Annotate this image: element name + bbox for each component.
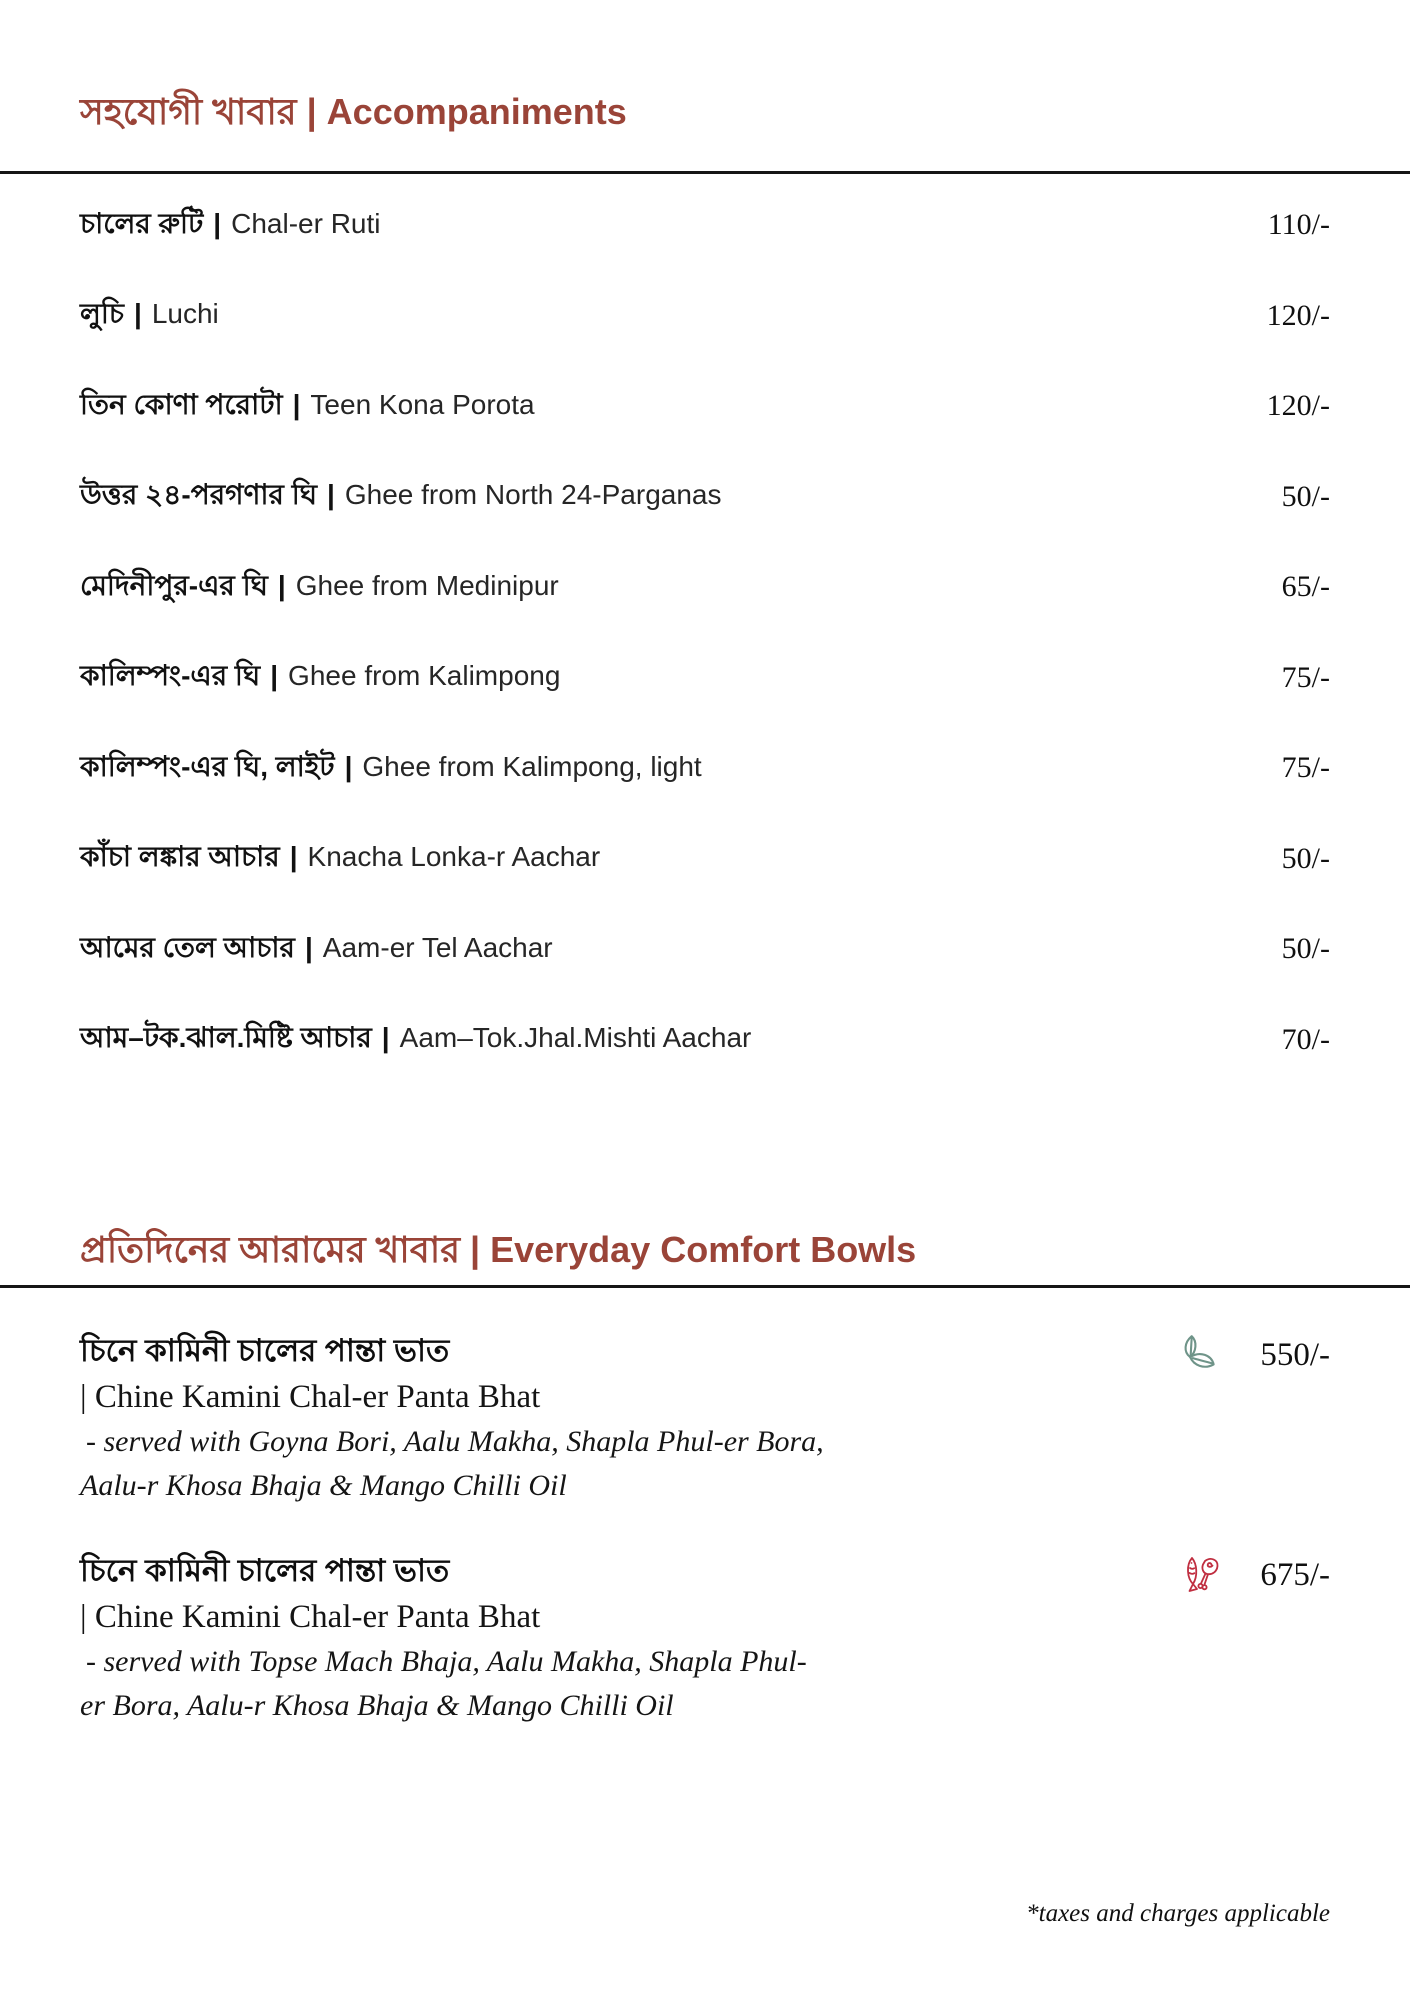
- item-price: 550/-: [1260, 1336, 1330, 1373]
- item-name-bengali: উত্তর ২৪-পরগণার ঘি: [80, 479, 318, 511]
- divider-rule: [0, 171, 1410, 174]
- item-price: 675/-: [1260, 1556, 1330, 1593]
- bowl-description-line: er Bora, Aalu-r Khosa Bhaja & Mango Chilli Oil: [80, 1689, 674, 1722]
- price-cluster: [1176, 1332, 1330, 1378]
- item-price: 75/-: [1281, 660, 1330, 694]
- item-name-english: Luchi: [151, 298, 219, 330]
- name-separator: |: [213, 207, 222, 239]
- item-name-bengali: তিন কোণা পরোটা: [80, 388, 283, 420]
- item-price: 75/-: [1281, 751, 1330, 785]
- menu-item-row: [80, 904, 1330, 995]
- bowl-description-line: Aalu-r Khosa Bhaja & Mango Chilli Oil: [80, 1469, 567, 1502]
- item-name-english: Ghee from Kalimpong: [288, 660, 561, 692]
- name-separator: |: [277, 569, 286, 601]
- price-cluster: [1176, 1552, 1330, 1598]
- item-price: 65/-: [1281, 570, 1330, 604]
- name-separator: |: [133, 298, 142, 330]
- name-separator: |: [270, 660, 279, 692]
- item-name-english: Aam-er Tel Aachar: [322, 931, 553, 963]
- bowl-name-bengali: চিনে কামিনী চালের পান্তা ভাত: [80, 1553, 450, 1588]
- bowl-item-veg: [80, 1328, 1330, 1508]
- item-price: 50/-: [1281, 841, 1330, 875]
- comfort-bowls-list: [80, 1328, 1330, 1768]
- menu-item-row: [80, 633, 1330, 724]
- item-name-english: Chal-er Ruti: [231, 207, 381, 239]
- divider-rule: [0, 1285, 1410, 1288]
- menu-item-row: [80, 723, 1330, 814]
- section-title-bengali: প্রতিদিনের আরামের খাবার: [80, 1229, 461, 1270]
- leaf-icon: [1176, 1332, 1222, 1378]
- item-name-bengali: কালিম্পং-এর ঘি, লাইট: [80, 750, 335, 782]
- bowl-description-line: - served with Topse Mach Bhaja, Aalu Makha, Shapla Phul-: [86, 1645, 807, 1678]
- item-name-english: Ghee from North 24-Parganas: [344, 479, 722, 511]
- section-title-english: Accompaniments: [326, 91, 627, 132]
- item-name-bengali: আম–টক.ঝাল.মিষ্টি আচার: [80, 1022, 372, 1054]
- section-title-english: Everyday Comfort Bowls: [490, 1229, 917, 1270]
- item-name-bengali: মেদিনীপুর-এর ঘি: [80, 569, 268, 601]
- menu-item-row: [80, 814, 1330, 905]
- bowl-name-english: | Chine Kamini Chal-er Panta Bhat: [80, 1379, 541, 1415]
- item-price: 70/-: [1281, 1022, 1330, 1056]
- name-separator: |: [292, 388, 301, 420]
- item-name-english: Ghee from Kalimpong, light: [362, 750, 702, 782]
- name-separator: |: [289, 841, 298, 873]
- section-title-bengali: সহযোগী খাবার: [80, 91, 297, 132]
- menu-item-row: [80, 995, 1330, 1086]
- item-name-bengali: চালের রুটি: [80, 207, 204, 239]
- bowl-description-line: - served with Goyna Bori, Aalu Makha, Shapla Phul-er Bora,: [86, 1425, 824, 1458]
- item-name-english: Knacha Lonka-r Aachar: [307, 841, 601, 873]
- item-name-bengali: আমের তেল আচার: [80, 931, 295, 963]
- bowl-name-english: | Chine Kamini Chal-er Panta Bhat: [80, 1599, 541, 1635]
- name-separator: |: [327, 479, 335, 511]
- bowl-name-bengali: চিনে কামিনী চালের পান্তা ভাত: [80, 1333, 450, 1368]
- section-header-accompaniments: [80, 84, 1330, 140]
- item-name-english: Teen Kona Porota: [310, 388, 535, 420]
- item-price: 110/-: [1267, 208, 1330, 242]
- item-price: 50/-: [1281, 932, 1330, 966]
- menu-item-row: [80, 271, 1330, 362]
- title-separator: |: [470, 1229, 481, 1270]
- menu-item-row: [80, 361, 1330, 452]
- item-price: 120/-: [1266, 389, 1330, 423]
- item-name-bengali: কাঁচা লঙ্কার আচার: [80, 841, 280, 873]
- name-separator: |: [304, 931, 313, 963]
- item-price: 120/-: [1266, 298, 1330, 332]
- section-header-everyday-comfort-bowls: [80, 1222, 1330, 1278]
- item-name-english: Ghee from Medinipur: [295, 569, 559, 601]
- menu-item-row: [80, 542, 1330, 633]
- menu-item-row: [80, 180, 1330, 271]
- name-separator: |: [344, 750, 353, 782]
- bowl-item-nonveg: [80, 1548, 1330, 1728]
- fish-meat-icon: [1176, 1552, 1222, 1598]
- item-price: 50/-: [1281, 479, 1330, 513]
- name-separator: |: [381, 1022, 390, 1054]
- taxes-note: *taxes and charges applicable: [1026, 1900, 1330, 1927]
- item-name-bengali: কালিম্পং-এর ঘি: [80, 660, 261, 692]
- title-separator: |: [306, 91, 317, 132]
- accompaniments-list: [80, 180, 1330, 1085]
- menu-item-row: [80, 452, 1330, 543]
- item-name-english: Aam–Tok.Jhal.Mishti Aachar: [399, 1022, 752, 1054]
- item-name-bengali: লুচি: [80, 298, 124, 330]
